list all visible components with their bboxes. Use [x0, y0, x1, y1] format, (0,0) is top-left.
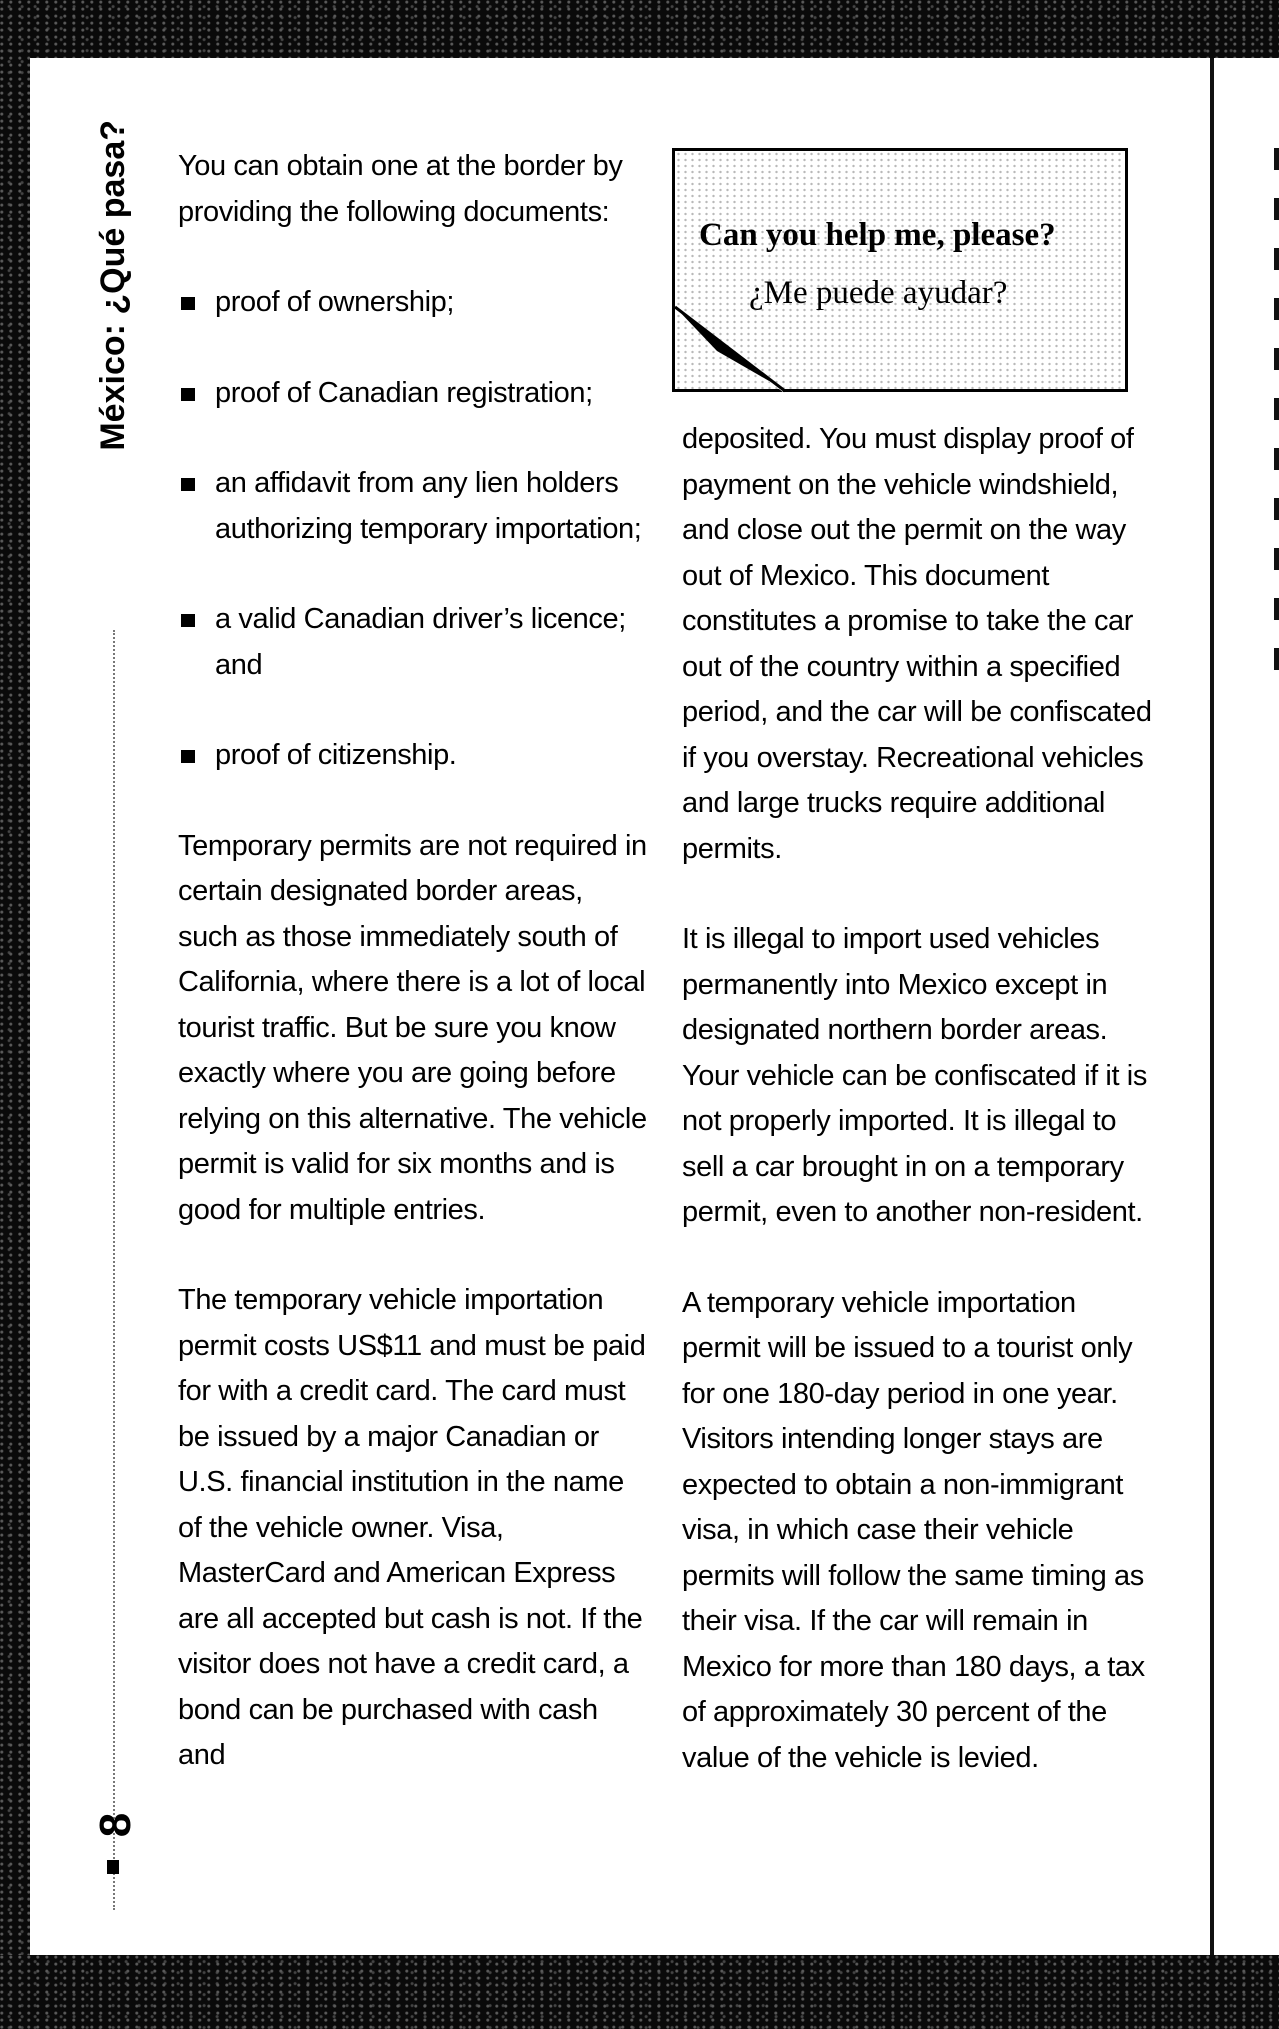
facing-page-text-fragment	[1274, 148, 1279, 170]
left-column	[178, 144, 648, 1824]
facing-page-text-fragment	[1274, 548, 1279, 570]
scan-border-left	[0, 0, 30, 2029]
bullet-icon	[181, 297, 195, 310]
callout-english-phrase: Can you help me, please?	[699, 217, 1056, 253]
facing-page-text-fragment	[1274, 298, 1279, 320]
running-head-title: México: ¿Qué pasa?	[94, 120, 132, 451]
border-areas-paragraph: Temporary permits are not required in certain designated border areas, such as those immediately south of California, where there is a lot of local tourist traffic. But be sure you know exactly where you are going before relying on this alternative. The vehicle permit is valid for six months and is good for multiple entries.	[178, 829, 647, 1226]
right-column	[682, 417, 1152, 1826]
list-item	[178, 733, 648, 779]
running-head-rule	[113, 630, 115, 1910]
permit-cost-paragraph: The temporary vehicle importation permit costs US$11 and must be paid for with a credit card. The card must be issued by a major Canadian or U.S. financial institution in the name of the vehicle owner. Visa, MasterCard and American Express are all accepted but cash is not. If the visitor does not have a credit card, a bond can be purchased with cash and	[178, 1284, 646, 1771]
facing-page-text-fragment	[1274, 498, 1279, 520]
facing-page-edge	[1210, 58, 1279, 1955]
speech-tail-icon	[675, 151, 1131, 395]
list-item-text: proof of Canadian registration;	[215, 376, 593, 409]
list-item-text: a valid Canadian driver’s licence; and	[215, 603, 626, 681]
facing-page-text-fragment	[1274, 598, 1279, 620]
facing-page-text-fragment	[1274, 198, 1279, 220]
intro-paragraph: You can obtain one at the border by providing the following documents:	[178, 150, 623, 228]
facing-page-text-fragment	[1274, 398, 1279, 420]
facing-page-text-fragment	[1274, 648, 1279, 670]
scan-border-bottom	[0, 1955, 1279, 2029]
facing-page-text-fragment	[1274, 448, 1279, 470]
list-item	[178, 280, 648, 326]
facing-page-text-fragment	[1274, 348, 1279, 370]
bullet-icon	[181, 614, 195, 627]
payment-proof-paragraph: deposited. You must display proof of payment on the vehicle windshield, and close out the permit on the way out of Mexico. This document constitutes a promise to take the car out of the country within a specified period, and the car will be confiscated if you overstay. Recreational vehicles and large trucks require additional permits.	[682, 423, 1152, 865]
phrase-callout	[672, 148, 1128, 392]
illegal-import-paragraph: It is illegal to import used vehicles permanently into Mexico except in designated northern border areas. Your vehicle can be confiscated if it is not properly imported. It is illegal to sell a car brought in on a temporary permit, even to another non-resident.	[682, 923, 1147, 1228]
permit-duration-paragraph: A temporary vehicle importation permit will be issued to a tourist only for one 180-day period in one year. Visitors intending longer stays are expected to obtain a non-immigrant visa, in which case their vehicle permits will follow the same timing as their visa. If the car will remain in Mexico for more than 180 days, a tax of approximately 30 percent of the value of the vehicle is levied.	[682, 1286, 1145, 1774]
facing-page-text-fragment	[1274, 248, 1279, 270]
documents-list	[178, 280, 648, 779]
list-item	[178, 597, 648, 688]
bullet-icon	[181, 750, 195, 763]
bullet-icon	[181, 478, 195, 491]
callout-spanish-phrase: ¿Me puede ayudar?	[749, 275, 1008, 311]
list-item	[178, 461, 648, 552]
running-head	[93, 120, 133, 1890]
list-item-text: proof of citizenship.	[215, 739, 457, 771]
scan-border-top	[0, 0, 1279, 58]
list-item-text: proof of ownership;	[215, 286, 455, 318]
list-item	[178, 371, 648, 417]
bullet-icon	[181, 388, 195, 401]
page-mark	[107, 1860, 119, 1874]
page-number: 8	[91, 1812, 140, 1838]
list-item-text: an affidavit from any lien holders authorizing temporary importation;	[215, 467, 642, 545]
